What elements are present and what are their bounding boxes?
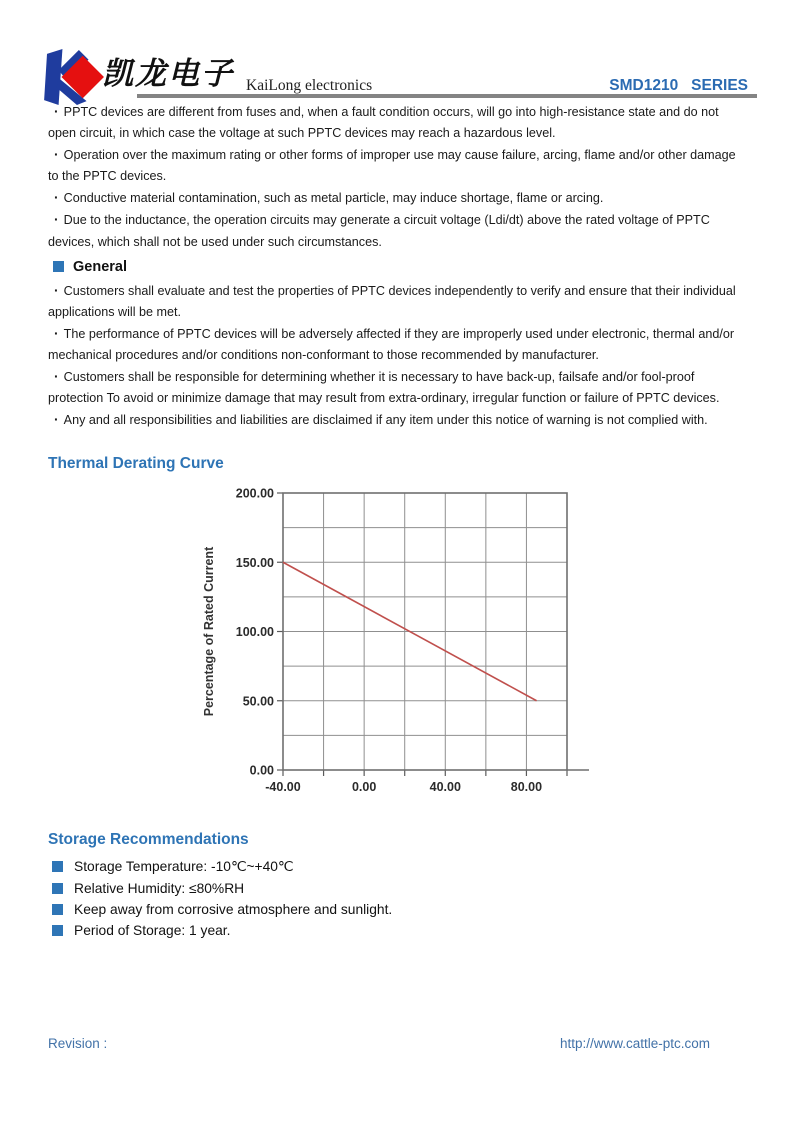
revision-label: Revision : <box>48 1036 108 1051</box>
general-item: · Customers shall evaluate and test the properties of PPTC devices independently to verify and ensure that their individual applications will be met. <box>48 280 748 323</box>
svg-text:150.00: 150.00 <box>235 556 274 571</box>
svg-text:100.00: 100.00 <box>235 625 274 640</box>
thermal-derating-chart <box>48 474 748 826</box>
thermal-derating-heading: Thermal Derating Curve <box>48 455 224 473</box>
series-title: SMD1210 SERIES <box>609 77 748 94</box>
notice-item: · PPTC devices are different from fuses and, when a fault condition occurs, will go into high-resistance state and do not open circuit, in which case the voltage at such PPTC devices may reach a hazardous level. <box>48 101 748 144</box>
svg-text:-40.00: -40.00 <box>265 780 301 795</box>
thermal-derating-chart-svg <box>193 478 613 818</box>
storage-item <box>48 899 748 920</box>
general-item: · Customers shall be responsible for determining whether it is necessary to have back-up, failsafe and/or fool-proof protection To avoid or minimize damage that may result from extra-ordinary, irregular function or failure of PPTC devices. <box>48 366 748 409</box>
general-heading-label: General <box>73 258 127 275</box>
svg-text:0.00: 0.00 <box>249 763 274 778</box>
storage-item-label: Storage Temperature: -10℃~+40℃ <box>74 859 294 875</box>
page-content <box>48 101 748 942</box>
header-divider <box>137 94 757 98</box>
storage-item-label: Relative Humidity: ≤80%RH <box>74 880 245 896</box>
kailong-logo-icon <box>44 49 106 105</box>
storage-item-label: Keep away from corrosive atmosphere and sunlight. <box>74 901 393 917</box>
page-footer <box>48 1036 710 1051</box>
notice-item: · Operation over the maximum rating or other forms of improper use may cause failure, arcing, flame and/or other damage to the PPTC devices. <box>48 144 748 187</box>
storage-item <box>48 856 748 877</box>
website-link[interactable]: http://www.cattle-ptc.com <box>559 1036 710 1051</box>
svg-text:50.00: 50.00 <box>242 694 274 709</box>
storage-item <box>48 878 748 899</box>
notice-item: · Due to the inductance, the operation circuits may generate a circuit voltage (Ldi/dt) above the rated voltage of PPTC devices, which shall not be used under such circumstances. <box>48 209 748 252</box>
brand-chinese-name: 凯龙电子 <box>102 56 234 92</box>
general-item: · Any and all responsibilities and liabilities are disclaimed if any item under this notice of warning is not complied with. <box>48 409 748 431</box>
storage-recommendations-heading: Storage Recommendations <box>48 831 249 849</box>
svg-text:40.00: 40.00 <box>429 780 461 795</box>
storage-item-label: Period of Storage: 1 year. <box>74 923 231 939</box>
brand-english-name: KaiLong electronics <box>246 77 373 94</box>
general-section-heading <box>48 256 748 278</box>
svg-text:80.00: 80.00 <box>510 780 543 795</box>
svg-text:0.00: 0.00 <box>351 780 377 795</box>
general-item: · The performance of PPTC devices will be adversely affected if they are improperly used under electronic, thermal and/or mechanical procedures and/or conditions non-conformant to those recommended by manufacturer. <box>48 323 748 366</box>
notice-item: · Conductive material contamination, such as metal particle, may induce shortage, flame or arcing. <box>48 187 748 209</box>
svg-text:200.00: 200.00 <box>235 486 274 501</box>
svg-text:Percentage of Rated Current: Percentage of Rated Current <box>202 547 216 717</box>
storage-item <box>48 920 748 941</box>
